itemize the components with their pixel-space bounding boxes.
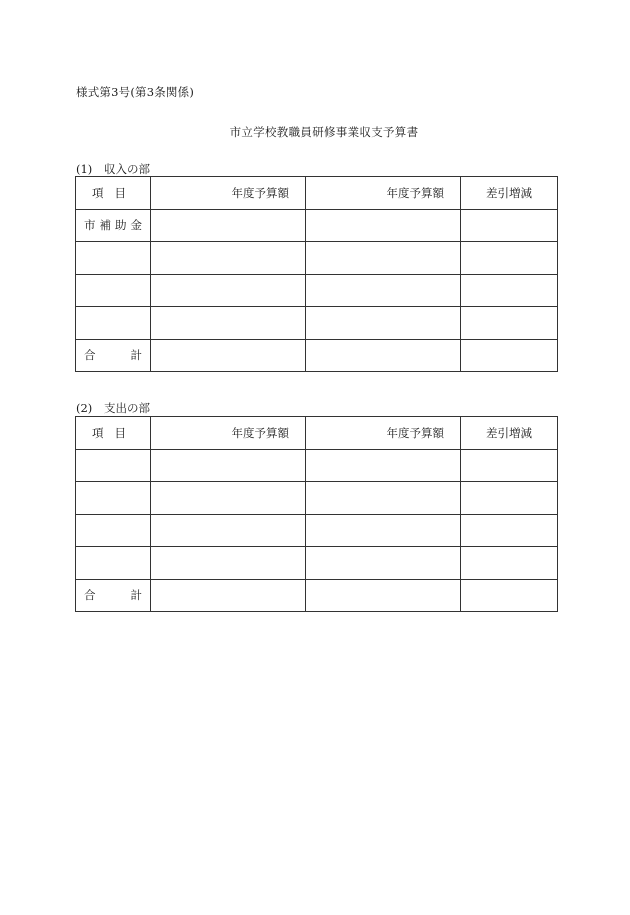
total-budget-a-cell[interactable] [151,339,306,372]
budget-a-cell[interactable] [151,242,306,275]
row-item-cell[interactable] [76,449,151,482]
budget-b-cell[interactable] [306,209,461,242]
total-budget-b-cell[interactable] [306,339,461,372]
budget-a-cell[interactable] [151,547,306,580]
expense-section-number: (2) [76,401,93,415]
form-number: 様式第3号(第3条関係) [76,85,195,99]
difference-cell[interactable] [461,449,558,482]
budget-a-cell[interactable] [151,307,306,340]
expense-section-heading [76,400,150,416]
row-item-cell[interactable] [76,514,151,547]
difference-cell[interactable] [461,274,558,307]
table-row [76,449,558,482]
budget-a-cell[interactable] [151,514,306,547]
difference-cell[interactable] [461,242,558,275]
header-budget-b: 年度予算額 [306,177,461,210]
budget-a-cell[interactable] [151,274,306,307]
document-title: 市立学校教職員研修事業収支予算書 [229,125,419,139]
table-row [76,547,558,580]
total-difference-cell[interactable] [461,579,558,612]
total-budget-b-cell[interactable] [306,579,461,612]
expense-section-label: 支出の部 [104,401,150,415]
total-row [76,339,558,372]
total-row [76,579,558,612]
row-item-cell[interactable] [76,242,151,275]
budget-b-cell[interactable] [306,274,461,307]
header-budget-b: 年度予算額 [306,417,461,450]
budget-b-cell[interactable] [306,449,461,482]
budget-b-cell[interactable] [306,307,461,340]
table-row [76,274,558,307]
header-item-char: 目 [114,185,126,200]
budget-a-cell[interactable] [151,449,306,482]
row-item-cell[interactable] [76,307,151,340]
expense-header-row [76,417,558,450]
budget-b-cell[interactable] [306,547,461,580]
row-item-char: 助 [115,218,127,233]
table-row [76,482,558,515]
total-label-char: 計 [130,588,142,603]
row-item-cell[interactable] [76,547,151,580]
header-difference: 差引増減 [461,417,558,450]
budget-b-cell[interactable] [306,514,461,547]
total-label-cell [76,579,151,612]
row-item-char: 市 [84,218,96,233]
header-item [76,417,151,450]
budget-b-cell[interactable] [306,482,461,515]
total-label-char: 合 [84,588,96,603]
total-label-cell [76,339,151,372]
total-label-char: 合 [84,348,96,363]
total-difference-cell[interactable] [461,339,558,372]
income-section-label: 収入の部 [104,162,150,176]
expense-table [75,416,558,612]
difference-cell[interactable] [461,482,558,515]
row-item-cell[interactable] [76,274,151,307]
income-header-row [76,177,558,210]
row-item-cell[interactable] [76,209,151,242]
header-item-char: 項 [92,185,104,200]
header-budget-a: 年度予算額 [151,177,306,210]
header-difference: 差引増減 [461,177,558,210]
budget-a-cell[interactable] [151,482,306,515]
header-item [76,177,151,210]
income-table [75,176,558,372]
table-row [76,209,558,242]
difference-cell[interactable] [461,307,558,340]
total-budget-a-cell[interactable] [151,579,306,612]
table-row [76,307,558,340]
difference-cell[interactable] [461,547,558,580]
income-section-heading [76,161,150,177]
budget-a-cell[interactable] [151,209,306,242]
row-item-cell[interactable] [76,482,151,515]
header-budget-a: 年度予算額 [151,417,306,450]
total-label-char: 計 [130,348,142,363]
income-section-number: (1) [76,162,93,176]
header-item-char: 目 [114,425,126,440]
difference-cell[interactable] [461,514,558,547]
budget-b-cell[interactable] [306,242,461,275]
table-row [76,242,558,275]
row-item-char: 金 [130,218,142,233]
header-item-char: 項 [92,425,104,440]
row-item-char: 補 [99,218,111,233]
table-row [76,514,558,547]
difference-cell[interactable] [461,209,558,242]
